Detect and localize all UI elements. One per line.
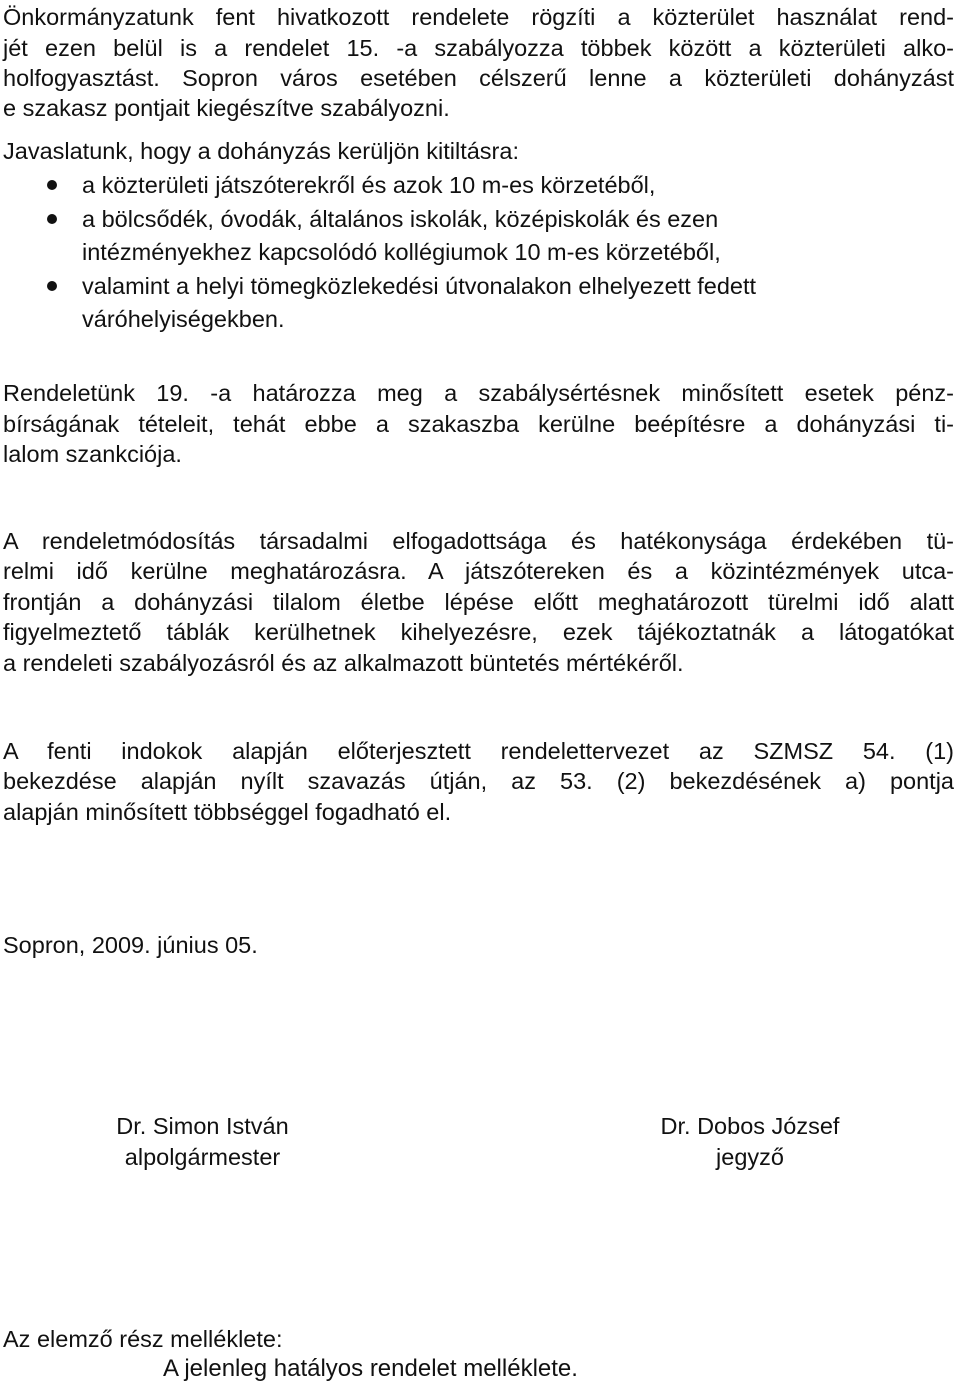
bullet-icon	[47, 180, 57, 190]
bullet-item-line: intézményekhez kapcsolódó kollégiumok 10 m-es körzetéből,	[82, 239, 721, 265]
intro-line: jét ezen belül is a rendelet 15. -a szabályozza többek között a közterületi alko-	[3, 35, 954, 61]
signatory-title-right: jegyző	[716, 1144, 784, 1170]
bullet-item-line: váróhelyiségekben.	[82, 306, 285, 332]
attachment-heading: Az elemző rész melléklete:	[3, 1326, 283, 1352]
bullet-icon	[47, 281, 57, 291]
signatory-name-right: Dr. Dobos József	[660, 1113, 840, 1139]
adoption-line: bekezdése alapján nyílt szavazás útján, az 53. (2) bekezdésének a) pontja	[3, 768, 954, 794]
grace-period-line: relmi idő kerülne meghatározásra. A játszótereken és a közintézmények utca-	[3, 558, 954, 584]
bullet-item-line: a bölcsődék, óvodák, általános iskolák, középiskolák és ezen	[82, 206, 719, 232]
signatory-title-left: alpolgármester	[124, 1144, 281, 1170]
grace-period-line: figyelmeztető táblák kerülhetnek kihelyezésre, ezek tájékoztatnák a látogatókat	[3, 619, 954, 645]
adoption-line: alapján minősített többséggel fogadható el.	[3, 799, 452, 825]
section19-line: Rendeletünk 19. -a határozza meg a szabálysértésnek minősített esetek pénz-	[3, 380, 954, 406]
grace-period-line: a rendeleti szabályozásról és az alkalmazott büntetés mértékéről.	[3, 650, 684, 676]
bullet-icon	[47, 214, 57, 224]
intro-line: e szakasz pontjait kiegészítve szabályozni.	[3, 95, 450, 121]
intro-line: holfogyasztást. Sopron város esetében célszerű lenne a közterületi dohányzást	[3, 65, 954, 91]
signatory-name-left: Dr. Simon István	[116, 1113, 289, 1139]
grace-period-line: A rendeletmódosítás társadalmi elfogadottsága és hatékonysága érdekében tü-	[3, 528, 954, 554]
attachment-item: A jelenleg hatályos rendelet melléklete.	[163, 1355, 578, 1382]
bullet-item-line: a közterületi játszóterekről és azok 10 m-es körzetéből,	[82, 172, 656, 198]
intro-line: Önkormányzatunk fent hivatkozott rendelete rögzíti a közterület használat rend-	[3, 4, 954, 30]
proposal-lead: Javaslatunk, hogy a dohányzás kerüljön kitiltásra:	[3, 138, 519, 164]
adoption-line: A fenti indokok alapján előterjesztett rendelettervezet az SZMSZ 54. (1)	[3, 738, 954, 764]
place-date: Sopron, 2009. június 05.	[3, 932, 258, 958]
section19-line: bírságának tételeit, tehát ebbe a szakaszba kerülne beépítésre a dohányzási ti-	[3, 411, 954, 437]
grace-period-line: frontján a dohányzási tilalom életbe lépése előtt meghatározott türelmi idő alatt	[3, 589, 954, 615]
section19-line: lalom szankciója.	[3, 441, 182, 467]
bullet-item-line: valamint a helyi tömegközlekedési útvonalakon elhelyezett fedett	[82, 273, 757, 299]
